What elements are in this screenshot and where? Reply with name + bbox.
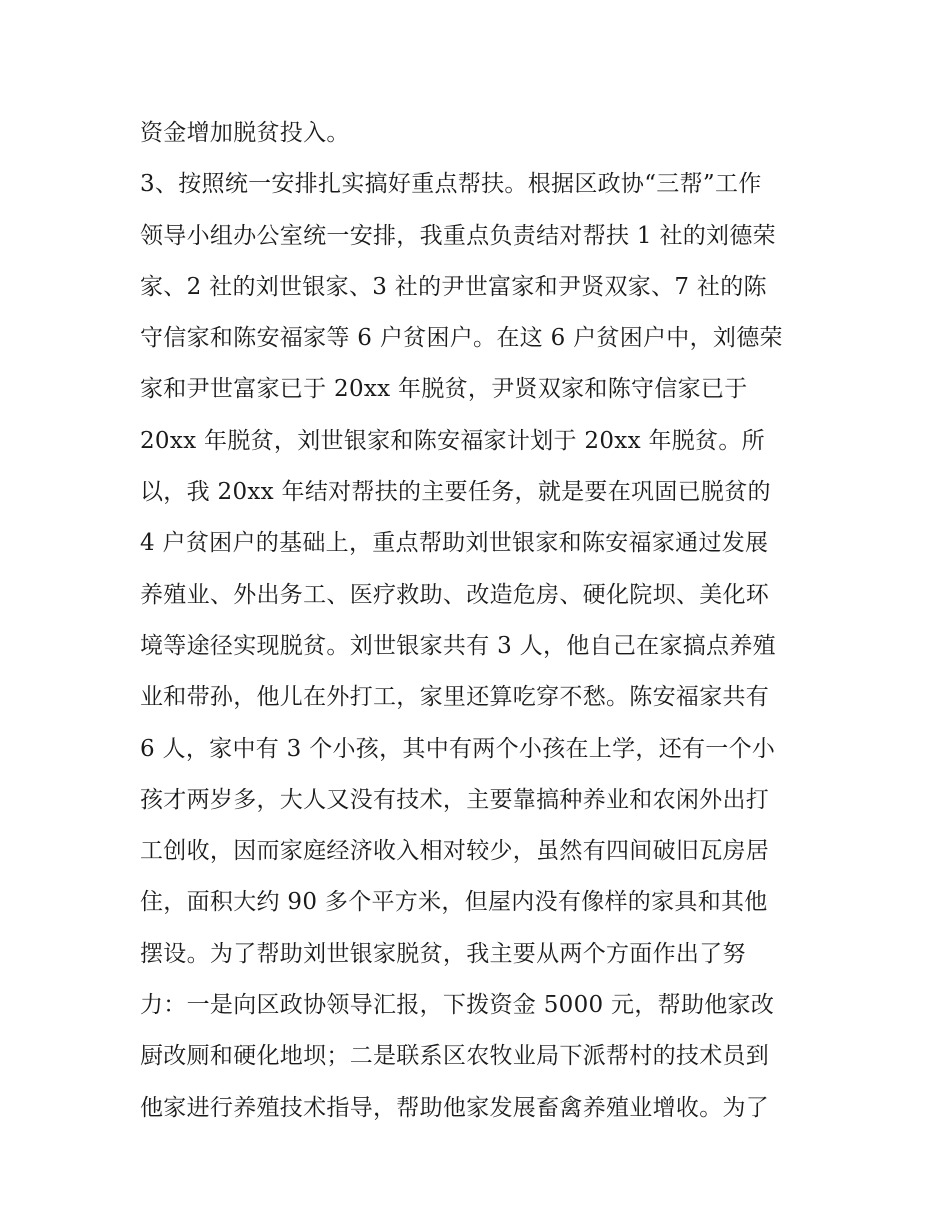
text-line: 家、2 社的刘世银家、3 社的尹世富家和尹贤双家、7 社的陈 <box>140 273 767 300</box>
text-line: 资金增加脱贫投入。 <box>140 120 350 146</box>
text-line: 业和带孙，他儿在外打工，家里还算吃穿不愁。陈安福家共有 <box>140 684 770 711</box>
text-line: 领导小组办公室统一安排，我重点负责结对帮扶 1 社的刘德荣 <box>140 222 776 249</box>
text-line: 住，面积大约 90 多个平方米，但屋内没有像样的家具和其他 <box>140 889 768 916</box>
text-line: 守信家和陈安福家等 6 户贫困户。在这 6 户贫困户中，刘德荣 <box>140 325 783 352</box>
text-line: 4 户贫困户的基础上，重点帮助刘世银家和陈安福家通过发展 <box>140 530 769 557</box>
body-text <box>140 108 830 1134</box>
text-line: 厨改厕和硬化地坝；二是联系区农牧业局下派帮村的技术员到 <box>140 1043 770 1070</box>
text-line: 家和尹世富家已于 20xx 年脱贫，尹贤双家和陈守信家已于 <box>140 376 748 403</box>
text-line: 3、按照统一安排扎实搞好重点帮扶。根据区政协“三帮”工作 <box>140 171 762 198</box>
text-line: 他家进行养殖技术指导，帮助他家发展畜禽养殖业增收。为了 <box>140 1094 770 1121</box>
text-line: 养殖业、外出务工、医疗救助、改造危房、硬化院坝、美化环 <box>140 581 770 608</box>
text-line: 摆设。为了帮助刘世银家脱贫，我主要从两个方面作出了努 <box>140 940 746 967</box>
text-line: 境等途径实现脱贫。刘世银家共有 3 人，他自己在家搞点养殖 <box>140 632 776 659</box>
text-line: 力：一是向区政协领导汇报，下拨资金 5000 元，帮助他家改 <box>140 992 775 1019</box>
text-line: 孩才两岁多，大人又没有技术，主要靠搞种养业和农闲外出打 <box>140 786 770 813</box>
text-line: 20xx 年脱贫，刘世银家和陈安福家计划于 20xx 年脱贫。所 <box>140 427 765 454</box>
text-line: 6 人，家中有 3 个小孩，其中有两个小孩在上学，还有一个小 <box>140 735 776 762</box>
text-line: 工创收，因而家庭经济收入相对较少，虽然有四间破旧瓦房居 <box>140 838 770 865</box>
text-line: 以，我 20xx 年结对帮扶的主要任务，就是要在巩固已脱贫的 <box>140 479 771 506</box>
